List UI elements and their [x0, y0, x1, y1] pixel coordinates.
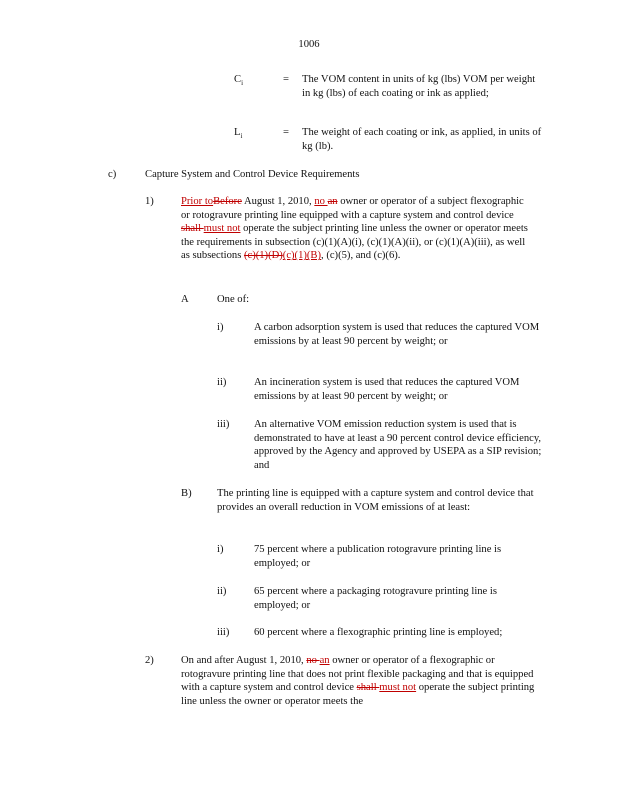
- definition-equals-c: =: [283, 74, 289, 85]
- item-b-sub-text: 60 percent where a flexographic printing line is employed;: [254, 627, 503, 638]
- item-a-text: One of:: [217, 294, 250, 305]
- definition-text-c: The VOM content in units of kg (lbs) VOM per weight in kg (lbs) of each coating or ink as applied;: [302, 74, 536, 99]
- item-1-label: 1): [145, 196, 154, 207]
- item-a-sub-text: An alternative VOM emission reduction system is used that is demonstrated to have at least a 90 percent control device efficiency, approved by the Agency and approved by USEPA as a SIP revision; and: [254, 419, 542, 471]
- definition-symbol-l: $L_i$: [234, 127, 243, 141]
- item-b-sub-label: ii): [217, 586, 227, 597]
- item-a-sub-text: A carbon adsorption system is used that reduces the captured VOM emissions by at least 90 percent by weight; or: [254, 322, 540, 347]
- item-a-label: A: [181, 294, 189, 305]
- deletion: (c)(1)(D): [243, 250, 283, 262]
- insertion: must not: [379, 682, 417, 694]
- insertion: an: [319, 655, 330, 666]
- definition-text-l: The weight of each coating or ink, as applied, in units of kg (lb).: [302, 127, 542, 152]
- deletion: Before: [213, 196, 242, 207]
- section-c-label: c): [108, 169, 117, 180]
- item-a-sub-label: iii): [217, 419, 230, 430]
- page-number: 1006: [298, 39, 320, 50]
- item-2-label: 2): [145, 655, 154, 666]
- insertion: must not: [203, 223, 241, 235]
- item-b-text: The printing line is equipped with a capture system and control device that provides an overall reduction in VOM emissions of at least:: [217, 488, 534, 513]
- item-2-text: On and after August 1, 2010, no an owner or operator of a flexographic or rotogravure printing line that does not print flexible packaging and that is equipped with a capture system and control device shall must not operate the subject printing line unless the owner or operator meets the: [181, 655, 535, 707]
- section-c-title: Capture System and Control Device Requirements: [145, 169, 360, 180]
- item-1-text: Prior toBefore August 1, 2010, no an owner or operator of a subject flexographic or rotogravure printing line equipped with a capture system and control device shall must not operate the subject printing line unless the owner or operator meets the requirements in subsection (c)(1)(A)(i), (c)(1)(A)(ii), or (c)(1)(A)(iii), as well as subsections (c)(1)(D)(c)(1)(B), (c)(5), and (c)(6).: [181, 196, 528, 262]
- deletion: an: [327, 196, 338, 207]
- item-b-sub-label: i): [217, 544, 224, 555]
- deletion: shall: [181, 223, 204, 235]
- item-a-sub-text: An incineration system is used that reduces the captured VOM emissions by at least 90 percent by weight; or: [254, 377, 520, 402]
- insertion: Prior to: [181, 196, 214, 207]
- item-b-sub-text: 65 percent where a packaging rotogravure printing line is employed; or: [254, 586, 497, 611]
- item-b-sub-text: 75 percent where a publication rotogravure printing line is employed; or: [254, 544, 502, 569]
- item-b-sub-label: iii): [217, 627, 230, 638]
- insertion: (c)(1)(B): [282, 250, 322, 262]
- definition-equals-l: =: [283, 127, 289, 138]
- item-a-sub-label: i): [217, 322, 224, 333]
- item-b-label: B): [181, 488, 192, 499]
- definition-symbol-c: $C_i$: [234, 74, 244, 88]
- item-a-sub-label: ii): [217, 377, 227, 388]
- deletion: no: [306, 655, 320, 666]
- deletion: shall: [356, 682, 380, 694]
- insertion: no: [314, 196, 328, 207]
